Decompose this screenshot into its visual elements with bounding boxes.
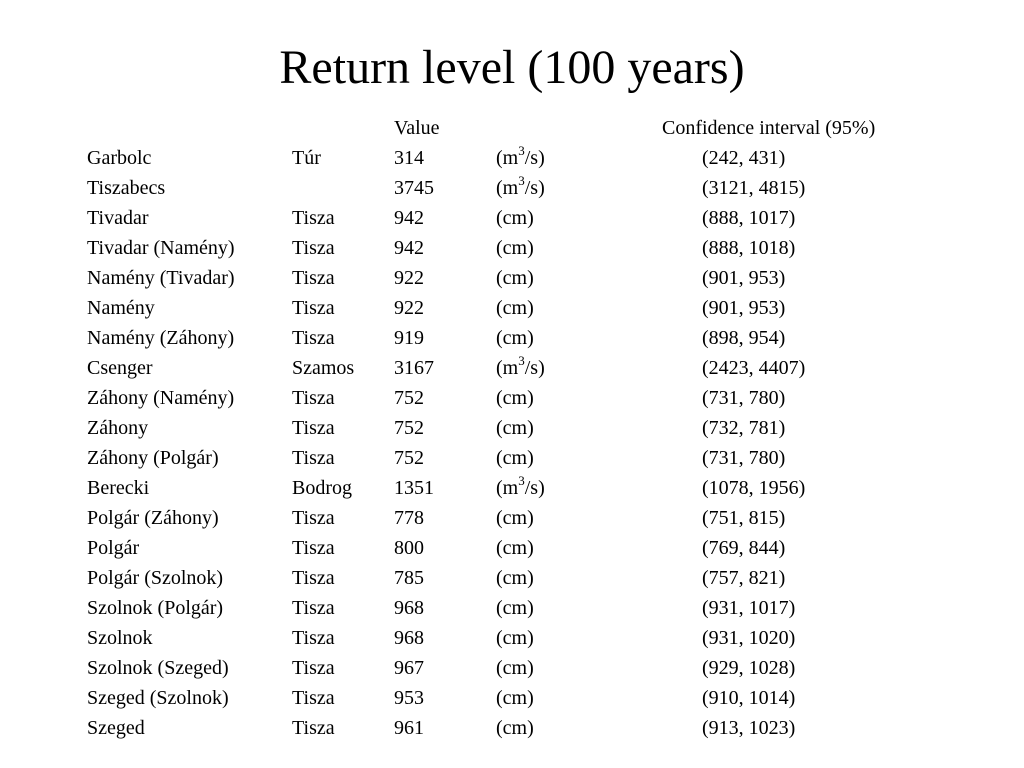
unit: (cm) — [496, 327, 534, 349]
confidence-interval: (751, 815) — [702, 507, 786, 529]
return-level-value: 752 — [394, 387, 424, 409]
return-level-value: 922 — [394, 267, 424, 289]
confidence-interval: (910, 1014) — [702, 687, 796, 709]
river-name: Tisza — [292, 537, 335, 559]
unit: (cm) — [496, 447, 534, 469]
unit: (cm) — [496, 597, 534, 619]
river-name: Szamos — [292, 357, 355, 379]
station-name: Csenger — [87, 357, 153, 379]
table-row — [0, 473, 1024, 503]
confidence-interval: (1078, 1956) — [702, 477, 806, 499]
station-name: Namény (Tivadar) — [87, 267, 235, 289]
confidence-interval: (242, 431) — [702, 147, 786, 169]
station-name: Garbolc — [87, 147, 152, 169]
station-name: Polgár (Szolnok) — [87, 567, 224, 589]
return-level-value: 919 — [394, 327, 424, 349]
confidence-interval: (901, 953) — [702, 267, 786, 289]
unit: (cm) — [496, 537, 534, 559]
river-name: Tisza — [292, 447, 335, 469]
confidence-interval: (3121, 4815) — [702, 177, 806, 199]
header-value: Value — [394, 117, 440, 139]
return-level-value: 752 — [394, 417, 424, 439]
river-name: Tisza — [292, 657, 335, 679]
table-row — [0, 593, 1024, 623]
confidence-interval: (731, 780) — [702, 387, 786, 409]
river-name: Túr — [292, 147, 321, 169]
table-row — [0, 533, 1024, 563]
return-level-value: 922 — [394, 297, 424, 319]
table-row — [0, 263, 1024, 293]
slide-title: Return level (100 years) — [279, 41, 745, 94]
unit: $(m^3/s)$ — [496, 473, 545, 499]
station-name: Szeged (Szolnok) — [87, 687, 229, 709]
confidence-interval: (931, 1020) — [702, 627, 796, 649]
river-name: Tisza — [292, 417, 335, 439]
table-row — [0, 413, 1024, 443]
return-level-table — [0, 113, 1024, 743]
station-name: Berecki — [87, 477, 150, 499]
table-row — [0, 653, 1024, 683]
confidence-interval: (929, 1028) — [702, 657, 796, 679]
table-row — [0, 683, 1024, 713]
table-row — [0, 383, 1024, 413]
unit: (cm) — [496, 207, 534, 229]
table-row — [0, 293, 1024, 323]
station-name: Záhony — [87, 417, 149, 439]
confidence-interval: (888, 1018) — [702, 237, 796, 259]
table-row — [0, 563, 1024, 593]
confidence-interval: (2423, 4407) — [702, 357, 806, 379]
return-level-value: 967 — [394, 657, 424, 679]
return-level-value: 785 — [394, 567, 424, 589]
station-name: Szeged — [87, 717, 145, 739]
unit: (cm) — [496, 387, 534, 409]
unit: (cm) — [496, 687, 534, 709]
station-name: Szolnok (Polgár) — [87, 597, 224, 619]
table-row — [0, 233, 1024, 263]
return-level-value: 942 — [394, 237, 424, 259]
return-level-value: 968 — [394, 627, 424, 649]
return-level-value: 752 — [394, 447, 424, 469]
return-level-value: 778 — [394, 507, 424, 529]
confidence-interval: (913, 1023) — [702, 717, 796, 739]
table-row — [0, 353, 1024, 383]
table-row — [0, 443, 1024, 473]
table-row — [0, 713, 1024, 743]
table-row — [0, 143, 1024, 173]
unit: (cm) — [496, 237, 534, 259]
river-name: Tisza — [292, 717, 335, 739]
return-level-value: 3167 — [394, 357, 434, 379]
return-level-value: 942 — [394, 207, 424, 229]
unit: (cm) — [496, 657, 534, 679]
return-level-value: 1351 — [394, 477, 434, 499]
river-name: Tisza — [292, 297, 335, 319]
river-name: Bodrog — [292, 477, 352, 499]
station-name: Polgár (Záhony) — [87, 507, 219, 529]
confidence-interval: (888, 1017) — [702, 207, 796, 229]
river-name: Tisza — [292, 387, 335, 409]
confidence-interval: (769, 844) — [702, 537, 786, 559]
unit: (cm) — [496, 627, 534, 649]
return-level-value: 961 — [394, 717, 424, 739]
river-name: Tisza — [292, 507, 335, 529]
station-name: Záhony (Polgár) — [87, 447, 219, 469]
river-name: Tisza — [292, 207, 335, 229]
station-name: Namény (Záhony) — [87, 327, 235, 349]
unit: (cm) — [496, 567, 534, 589]
confidence-interval: (757, 821) — [702, 567, 786, 589]
confidence-interval: (898, 954) — [702, 327, 786, 349]
return-level-value: 314 — [394, 147, 424, 169]
station-name: Namény — [87, 297, 155, 319]
table-row — [0, 173, 1024, 203]
station-name: Tivadar — [87, 207, 149, 229]
confidence-interval: (731, 780) — [702, 447, 786, 469]
unit: $(m^3/s)$ — [496, 353, 545, 379]
return-level-value: 968 — [394, 597, 424, 619]
confidence-interval: (732, 781) — [702, 417, 786, 439]
river-name: Tisza — [292, 567, 335, 589]
table-row — [0, 323, 1024, 353]
river-name: Tisza — [292, 687, 335, 709]
table-row — [0, 623, 1024, 653]
river-name: Tisza — [292, 627, 335, 649]
unit: (cm) — [496, 717, 534, 739]
station-name: Záhony (Namény) — [87, 387, 235, 409]
table-body — [0, 143, 1024, 743]
station-name: Tiszabecs — [87, 177, 166, 199]
station-name: Szolnok — [87, 627, 153, 649]
return-level-value: 800 — [394, 537, 424, 559]
unit: (cm) — [496, 267, 534, 289]
header-confidence-interval: Confidence interval (95%) — [662, 117, 876, 139]
confidence-interval: (901, 953) — [702, 297, 786, 319]
unit: (cm) — [496, 417, 534, 439]
river-name: Tisza — [292, 327, 335, 349]
station-name: Szolnok (Szeged) — [87, 657, 229, 679]
table-row — [0, 203, 1024, 233]
unit: (cm) — [496, 507, 534, 529]
table-row — [0, 503, 1024, 533]
station-name: Tivadar (Namény) — [87, 237, 235, 259]
confidence-interval: (931, 1017) — [702, 597, 796, 619]
return-level-value: 953 — [394, 687, 424, 709]
unit: (cm) — [496, 297, 534, 319]
river-name: Tisza — [292, 237, 335, 259]
unit: $(m^3/s)$ — [496, 143, 545, 169]
station-name: Polgár — [87, 537, 140, 559]
river-name: Tisza — [292, 597, 335, 619]
unit: $(m^3/s)$ — [496, 173, 545, 199]
table-header-row — [0, 113, 1024, 143]
return-level-value: 3745 — [394, 177, 434, 199]
river-name: Tisza — [292, 267, 335, 289]
